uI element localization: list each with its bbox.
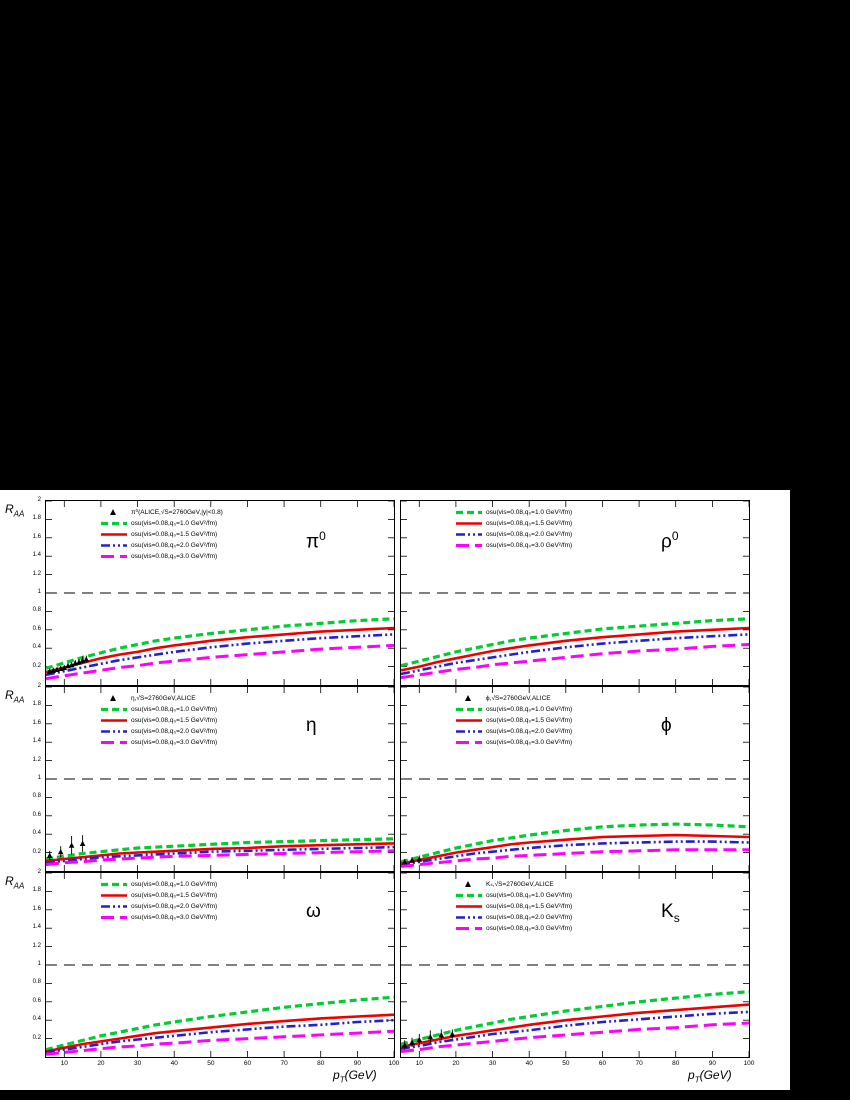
legend-line-swatch xyxy=(456,508,482,517)
x-tick-label: 20 xyxy=(97,1060,105,1067)
legend-entry xyxy=(101,890,217,901)
legend-line-swatch xyxy=(456,902,482,911)
legend-line-swatch xyxy=(456,705,482,714)
x-tick-label: 10 xyxy=(60,1060,68,1067)
legend-line-swatch xyxy=(456,738,482,747)
y-tick-label: 1.2 xyxy=(32,570,41,577)
legend-label: osu(vis=0.08,q₀=1.5 GeV²/fm) xyxy=(486,717,573,724)
y-tick-label: 1 xyxy=(37,589,41,595)
legend-entry xyxy=(456,901,572,912)
legend-entry xyxy=(101,529,223,540)
legend-line-swatch xyxy=(456,530,482,539)
plot-area-eta xyxy=(46,687,394,871)
x-tick-label: 100 xyxy=(743,1060,755,1067)
legend-entry xyxy=(456,529,572,540)
x-tick-label: 10 xyxy=(415,1060,423,1067)
plot-svg-Ks xyxy=(401,873,749,1057)
legend-marker-icon xyxy=(101,508,127,517)
particle-label-omega: ω xyxy=(306,901,321,922)
legend-label: π⁰(ALICE,√S=2760GeV,|y|<0.8) xyxy=(131,509,223,516)
y-tick-label: 0.8 xyxy=(32,793,41,800)
legend-entry xyxy=(456,879,572,890)
y-tick-label: 1.6 xyxy=(32,905,41,912)
legend-line-swatch xyxy=(101,891,127,900)
legend-entry xyxy=(101,901,217,912)
legend-line-swatch xyxy=(101,530,127,539)
x-tick-label: 60 xyxy=(598,1060,607,1067)
legend-phi xyxy=(456,693,572,748)
y-tick-label: 0.8 xyxy=(32,607,41,614)
legend-label: osu(vis=0.08,q₀=2.0 GeV²/fm) xyxy=(131,903,218,910)
legend-marker-icon xyxy=(456,880,482,889)
legend-line-swatch xyxy=(101,727,127,736)
y-tick-label: 1.8 xyxy=(32,515,41,522)
legend-label: osu(vis=0.08,q₀=3.0 GeV²/fm) xyxy=(486,925,573,932)
legend-label: osu(vis=0.08,q₀=1.5 GeV²/fm) xyxy=(486,903,573,910)
legend-label: osu(vis=0.08,q₀=1.5 GeV²/fm) xyxy=(131,892,218,899)
legend-label: osu(vis=0.08,q₀=1.0 GeV²/fm) xyxy=(131,706,218,713)
y-tick-label: 0.2 xyxy=(32,1034,41,1041)
legend-line-swatch xyxy=(101,705,127,714)
legend-entry xyxy=(101,879,217,890)
y-tick-label: 1 xyxy=(37,775,41,781)
particle-label-Ks: $K_s$ xyxy=(661,901,680,925)
legend-line-swatch xyxy=(101,902,127,911)
legend-entry xyxy=(101,518,223,529)
y-tick-label: 0.6 xyxy=(32,625,41,632)
legend-eta xyxy=(101,693,217,748)
y-axis-title: $R_{AA}$ xyxy=(5,502,25,519)
particle-label-rho0: $\rho^0$ xyxy=(661,529,679,553)
legend-label: osu(vis=0.08,q₀=3.0 GeV²/fm) xyxy=(486,739,573,746)
y-tick-label: 1.6 xyxy=(32,719,41,726)
legend-entry xyxy=(456,518,572,529)
y-tick-label: 1.4 xyxy=(32,738,41,745)
x-tick-label: 30 xyxy=(133,1060,142,1067)
legend-label: osu(vis=0.08,q₀=1.0 GeV²/fm) xyxy=(486,509,573,516)
y-tick-label: 0.6 xyxy=(32,997,41,1004)
x-axis-title: $p_T(GeV)$ xyxy=(333,1068,377,1085)
legend-line-swatch xyxy=(456,924,482,933)
y-tick-label: 0.4 xyxy=(32,644,41,651)
x-tick-label: 40 xyxy=(525,1060,533,1067)
plot-panel-rho0 xyxy=(400,500,750,686)
y-tick-label: 0.8 xyxy=(32,979,41,986)
y-tick-label: 1.8 xyxy=(32,701,41,708)
legend-entry xyxy=(456,715,572,726)
x-tick-label: 30 xyxy=(488,1060,497,1067)
y-tick-label: 1.2 xyxy=(32,942,41,949)
legend-entry xyxy=(456,693,572,704)
legend-line-swatch xyxy=(456,519,482,528)
legend-label: ϕ,√S=2760GeV,ALICE xyxy=(486,695,551,702)
plot-area-Ks xyxy=(401,873,749,1057)
x-tick-label: 40 xyxy=(170,1060,178,1067)
legend-label: osu(vis=0.08,q₀=3.0 GeV²/fm) xyxy=(131,914,218,921)
legend-entry xyxy=(101,737,217,748)
legend-label: η,√S=2760GeV,ALICE xyxy=(131,695,196,702)
plot-svg-eta xyxy=(46,687,394,871)
plot-panel-phi xyxy=(400,686,750,872)
y-tick-label: 0.4 xyxy=(32,830,41,837)
legend-entry xyxy=(456,923,572,934)
legend-marker-icon xyxy=(456,694,482,703)
y-axis-title: $R_{AA}$ xyxy=(5,688,25,705)
x-tick-label: 90 xyxy=(353,1060,361,1067)
plot-area-rho0 xyxy=(401,501,749,685)
legend-entry xyxy=(456,704,572,715)
legend-label: osu(vis=0.08,q₀=2.0 GeV²/fm) xyxy=(131,728,218,735)
legend-label: osu(vis=0.08,q₀=1.0 GeV²/fm) xyxy=(131,520,218,527)
legend-label: osu(vis=0.08,q₀=1.5 GeV²/fm) xyxy=(486,520,573,527)
x-tick-label: 50 xyxy=(562,1060,570,1067)
legend-entry xyxy=(456,890,572,901)
y-axis-title: $R_{AA}$ xyxy=(5,874,25,891)
legend-entry xyxy=(101,704,217,715)
legend-line-swatch xyxy=(456,727,482,736)
plot-svg-phi xyxy=(401,687,749,871)
x-tick-label: 100 xyxy=(388,1060,400,1067)
legend-line-swatch xyxy=(456,716,482,725)
plot-svg-omega xyxy=(46,873,394,1057)
legend-marker-icon xyxy=(101,694,127,703)
legend-line-swatch xyxy=(101,541,127,550)
legend-line-swatch xyxy=(456,891,482,900)
legend-omega xyxy=(101,879,217,923)
plot-area-omega xyxy=(46,873,394,1057)
legend-entry xyxy=(101,507,223,518)
x-tick-label: 70 xyxy=(280,1060,288,1067)
x-tick-label: 60 xyxy=(243,1060,252,1067)
legend-line-swatch xyxy=(456,913,482,922)
legend-label: osu(vis=0.08,q₀=3.0 GeV²/fm) xyxy=(131,739,218,746)
x-axis-title: $p_T(GeV)$ xyxy=(688,1068,732,1085)
legend-rho0 xyxy=(456,507,572,551)
legend-line-swatch xyxy=(101,738,127,747)
plot-svg-rho0 xyxy=(401,501,749,685)
legend-label: osu(vis=0.08,q₀=1.5 GeV²/fm) xyxy=(131,717,218,724)
particle-label-eta: η xyxy=(306,715,317,736)
legend-entry xyxy=(101,726,217,737)
legend-label: osu(vis=0.08,q₀=2.0 GeV²/fm) xyxy=(486,914,573,921)
figure-canvas xyxy=(0,490,790,1090)
y-tick-label: 1.2 xyxy=(32,756,41,763)
plot-panel-Ks xyxy=(400,872,750,1058)
legend-label: osu(vis=0.08,q₀=1.0 GeV²/fm) xyxy=(131,881,218,888)
legend-entry xyxy=(101,912,217,923)
legend-entry xyxy=(101,540,223,551)
particle-label-pi0: $\pi^0$ xyxy=(306,529,326,553)
legend-entry xyxy=(456,737,572,748)
particle-label-phi: ϕ xyxy=(661,715,672,736)
legend-entry xyxy=(456,507,572,518)
y-tick-label: 0.2 xyxy=(32,848,41,855)
legend-entry xyxy=(101,693,217,704)
x-tick-label: 80 xyxy=(672,1060,680,1067)
legend-label: osu(vis=0.08,q₀=1.5 GeV²/fm) xyxy=(131,531,218,538)
legend-line-swatch xyxy=(101,913,127,922)
y-tick-label: 1 xyxy=(37,961,41,967)
legend-label: osu(vis=0.08,q₀=3.0 GeV²/fm) xyxy=(486,542,573,549)
y-tick-label: 2 xyxy=(37,869,41,875)
y-tick-label: 1.4 xyxy=(32,924,41,931)
x-tick-label: 80 xyxy=(317,1060,325,1067)
y-tick-label: 0.2 xyxy=(32,662,41,669)
legend-entry xyxy=(101,715,217,726)
legend-label: osu(vis=0.08,q₀=2.0 GeV²/fm) xyxy=(131,542,218,549)
legend-label: osu(vis=0.08,q₀=1.0 GeV²/fm) xyxy=(486,706,573,713)
legend-label: Kₛ,√S=2760GeV,ALICE xyxy=(486,881,554,888)
legend-line-swatch xyxy=(101,519,127,528)
legend-label: osu(vis=0.08,q₀=3.0 GeV²/fm) xyxy=(131,553,218,560)
legend-label: osu(vis=0.08,q₀=2.0 GeV²/fm) xyxy=(486,728,573,735)
legend-Ks xyxy=(456,879,572,934)
plot-panel-omega xyxy=(45,872,395,1058)
y-tick-label: 2 xyxy=(37,497,41,503)
legend-line-swatch xyxy=(456,541,482,550)
x-tick-label: 50 xyxy=(207,1060,215,1067)
plot-area-phi xyxy=(401,687,749,871)
legend-line-swatch xyxy=(101,716,127,725)
legend-entry xyxy=(456,912,572,923)
y-tick-label: 1.6 xyxy=(32,533,41,540)
plot-panel-pi0 xyxy=(45,500,395,686)
legend-entry xyxy=(456,726,572,737)
legend-label: osu(vis=0.08,q₀=1.0 GeV²/fm) xyxy=(486,892,573,899)
x-tick-label: 90 xyxy=(708,1060,716,1067)
y-tick-label: 2 xyxy=(37,683,41,689)
legend-entry xyxy=(456,540,572,551)
plot-panel-eta xyxy=(45,686,395,872)
x-tick-label: 20 xyxy=(452,1060,460,1067)
legend-label: osu(vis=0.08,q₀=2.0 GeV²/fm) xyxy=(486,531,573,538)
legend-pi0 xyxy=(101,507,223,562)
y-tick-label: 1.4 xyxy=(32,552,41,559)
y-tick-label: 1.8 xyxy=(32,887,41,894)
legend-line-swatch xyxy=(101,880,127,889)
y-tick-label: 0.6 xyxy=(32,811,41,818)
y-tick-label: 0.4 xyxy=(32,1016,41,1023)
legend-line-swatch xyxy=(101,552,127,561)
legend-entry xyxy=(101,551,223,562)
x-tick-label: 70 xyxy=(635,1060,643,1067)
